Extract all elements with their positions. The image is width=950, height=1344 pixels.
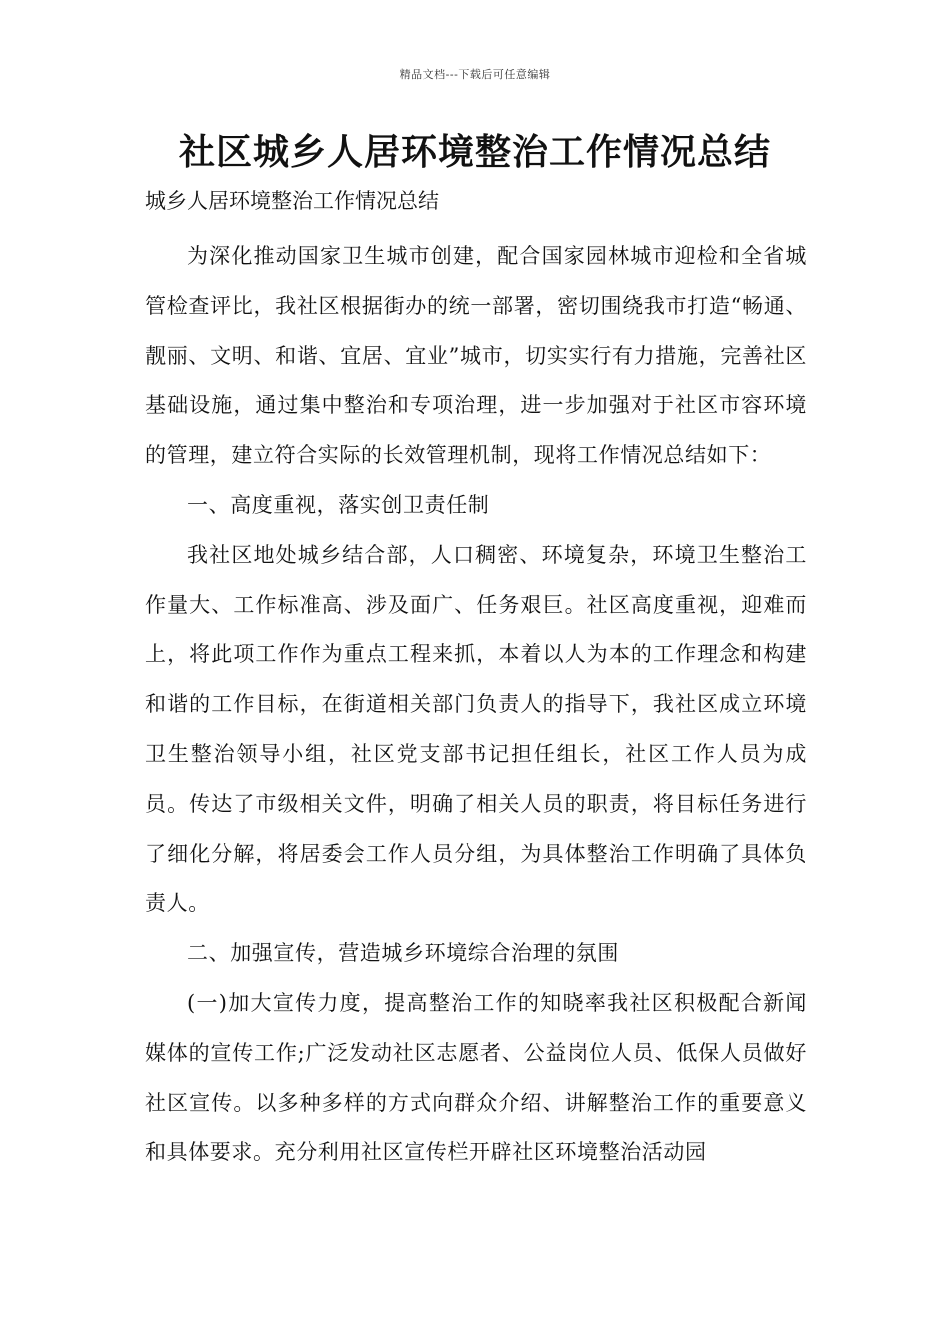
section-heading-2: 二、加强宣传，营造城乡环境综合治理的氛围 xyxy=(187,941,619,966)
section-heading-1: 一、高度重视，落实创卫责任制 xyxy=(187,492,490,517)
document-title: 社区城乡人居环境整治工作情况总结 xyxy=(178,132,771,173)
document-subtitle: 城乡人居环境整治工作情况总结 xyxy=(145,189,439,213)
paragraph-section-2-1: (一)加大宣传力度，提高整治工作的知晓率我社区积极配合新闻媒体的宣传工作;广泛发动社区志愿者、公益岗位人员、低保人员做好社区宣传。以多种多样的方式向群众介绍、讲解整治工作的重要意义和具体要求。充分利用社区宣传栏开辟社区环境整治活动园 xyxy=(145,990,807,1165)
paragraph-intro: 为深化推动国家卫生城市创建，配合国家园林城市迎检和全省城管检查评比，我社区根据街办的统一部署，密切围绕我市打造“畅通、靓丽、文明、和谐、宜居、宜业”城市，切实实行有力措施，完善社区基础设施，通过集中整治和专项治理，进一步加强对于社区市容环境的管理，建立符合实际的长效管理机制，现将工作情况总结如下： xyxy=(145,244,807,468)
header-note: 精品文档---下载后可任意编辑 xyxy=(399,68,551,81)
document-body xyxy=(145,232,807,1178)
paragraph-section-1: 我社区地处城乡结合部，人口稠密、环境复杂，环境卫生整治工作量大、工作标准高、涉及面广、任务艰巨。社区高度重视，迎难而上，将此项工作作为重点工程来抓，本着以人为本的工作理念和构建和谐的工作目标，在街道相关部门负责人的指导下，我社区成立环境卫生整治领导小组，社区党支部书记担任组长，社区工作人员为成员。传达了市级相关文件，明确了相关人员的职责，将目标任务进行了细化分解，将居委会工作人员分组，为具体整治工作明确了具体负责人。 xyxy=(145,542,807,916)
